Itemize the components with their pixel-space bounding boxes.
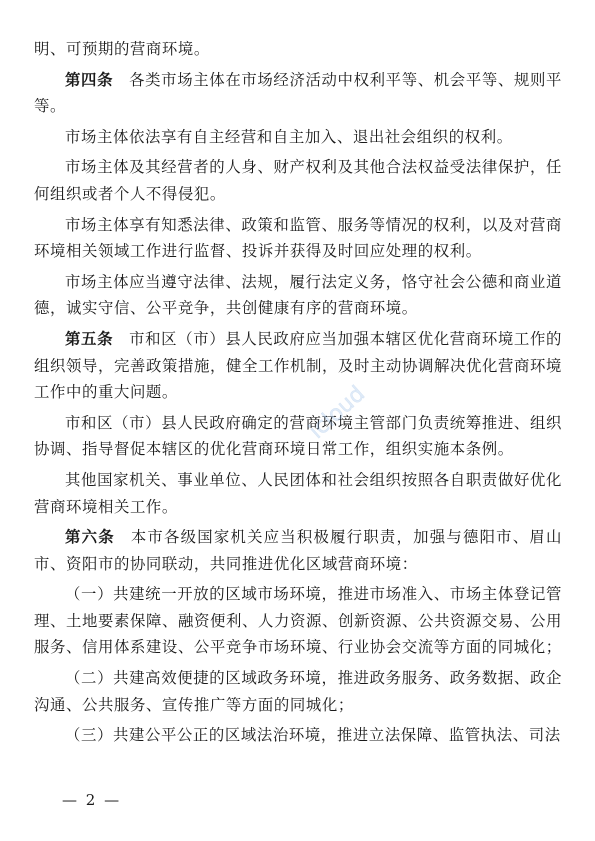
- paragraph-2: 市场主体依法享有自主经营和自主加入、退出社会组织的权利。: [65, 127, 513, 146]
- paragraph-8: 其他国家机关、事业单位、人民团体和社会组织按照各自职责做好优化营商环境相关工作。: [34, 470, 562, 516]
- paragraph-6: 第五条 市和区（市）县人民政府应当加强本辖区优化营商环境工作的组织领导，完善政策措施，健全工作机制，及时主动协调解决优化营商环境工作中的重大问题。: [34, 329, 562, 402]
- watermark-text: icloud: [304, 381, 371, 445]
- paragraph-1: 第四条 各类市场主体在市场经济活动中权利平等、机会平等、规则平等。: [34, 70, 562, 116]
- paragraph-7: 市和区（市）县人民政府确定的营商环境主管部门负责统筹推进、组织协调、指导督促本辖区的优化营商环境日常工作，组织实施本条例。: [34, 413, 562, 459]
- paragraph-10: （一）共建统一开放的区域市场环境，推进市场准入、市场主体登记管理、土地要素保障、融资便利、人力资源、创新资源、公共资源交易、公用服务、信用体系建设、公平竞争市场环境、行业协会交流等方面的同城化；: [34, 585, 562, 657]
- document-page: [34, 36, 562, 749]
- paragraph-5: 市场主体应当遵守法律、法规，履行法定义务，恪守社会公德和商业道德，诚实守信、公平竞争，共创健康有序的营商环境。: [34, 272, 562, 318]
- article-heading: 第六条: [65, 528, 115, 547]
- paragraph-3: 市场主体及其经营者的人身、财产权利及其他合法权益受法律保护，任何组织或者个人不得侵犯。: [34, 158, 562, 203]
- paragraph-4: 市场主体享有知悉法律、政策和监管、服务等情况的权利，以及对营商环境相关领域工作进行监督、投诉并获得及时回应处理的权利。: [34, 215, 562, 261]
- paragraph-0: 明、可预期的营商环境。: [34, 40, 210, 58]
- article-heading: 第四条: [65, 70, 114, 89]
- page-number: — 2 —: [62, 791, 122, 809]
- article-heading: 第五条: [65, 329, 114, 348]
- paragraph-12: （三）共建公平公正的区域法治环境，推进立法保障、监管执法、司法: [65, 726, 561, 745]
- paragraph-9: 第六条 本市各级国家机关应当积极履行职责，加强与德阳市、眉山市、资阳市的协同联动，共同推进优化区域营商环境：: [34, 528, 562, 573]
- paragraph-11: （二）共建高效便捷的区域政务环境，推进政务服务、政务数据、政企沟通、公共服务、宣传推广等方面的同城化；: [34, 669, 562, 714]
